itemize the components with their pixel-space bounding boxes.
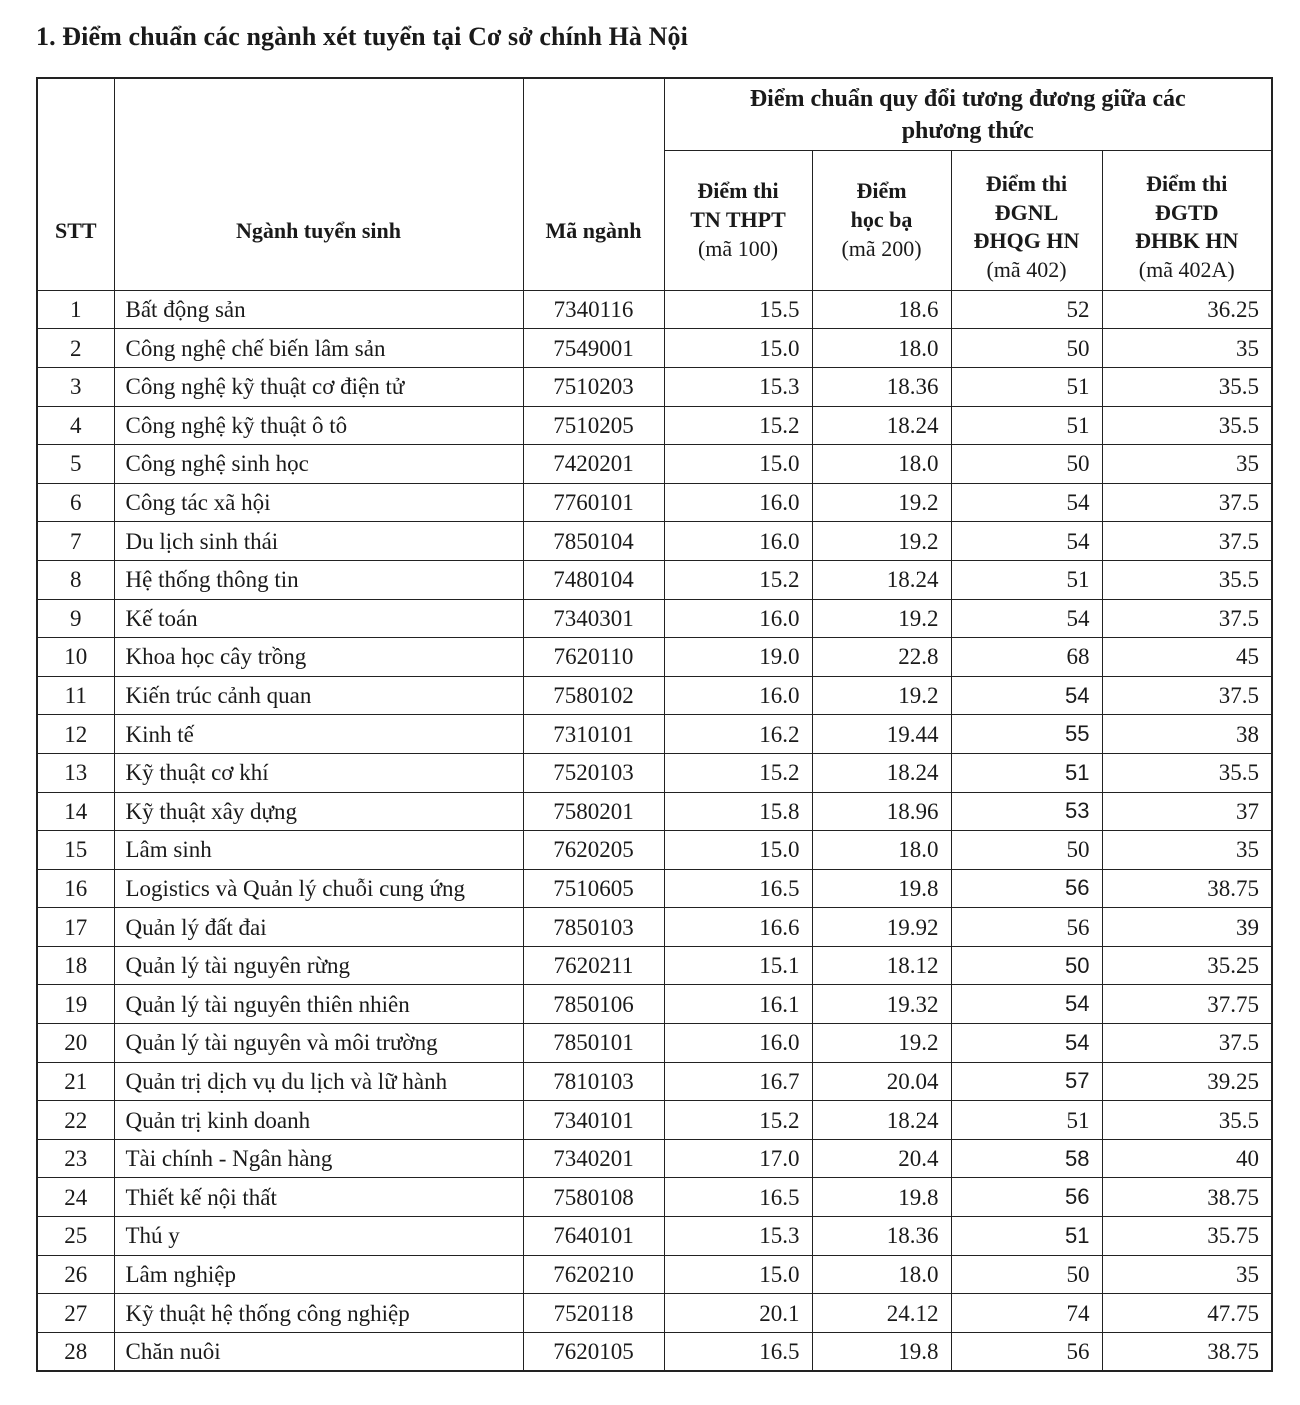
cell-score-dgnl: 56 [951, 908, 1102, 947]
cell-score-dgtd: 35.25 [1102, 946, 1272, 985]
cell-major-name: Bất động sản [114, 290, 523, 329]
cell-score-dgnl: 57 [951, 1062, 1102, 1101]
cell-stt: 8 [37, 560, 114, 599]
cell-score-dgtd: 39 [1102, 908, 1272, 947]
cell-stt: 17 [37, 908, 114, 947]
header-dgtd-line2: ĐGTD [1154, 199, 1219, 225]
cell-score-dgnl: 51 [951, 367, 1102, 406]
cell-score-thpt: 19.0 [664, 638, 812, 677]
cell-major-name: Kỹ thuật cơ khí [114, 753, 523, 792]
cell-score-hocba: 18.24 [812, 560, 951, 599]
cell-major-name: Quản trị dịch vụ du lịch và lữ hành [114, 1062, 523, 1101]
table-row [37, 329, 1272, 368]
cell-stt: 2 [37, 329, 114, 368]
cell-stt: 22 [37, 1101, 114, 1140]
header-score-group [664, 78, 1272, 150]
header-thpt-code: (mã 100) [697, 235, 779, 261]
cell-score-dgnl: 58 [951, 1139, 1102, 1178]
cell-stt: 27 [37, 1294, 114, 1333]
cell-score-dgtd: 35.5 [1102, 753, 1272, 792]
table-row [37, 638, 1272, 677]
table-row [37, 1255, 1272, 1294]
cell-score-hocba: 19.2 [812, 1024, 951, 1063]
cell-score-dgnl: 56 [951, 1332, 1102, 1371]
cell-score-dgnl: 51 [951, 753, 1102, 792]
cell-score-thpt: 16.2 [664, 715, 812, 754]
header-dgnl-line1: Điểm thi [985, 171, 1068, 197]
cell-stt: 25 [37, 1217, 114, 1256]
cell-score-hocba: 18.36 [812, 1217, 951, 1256]
cell-score-thpt: 16.0 [664, 1024, 812, 1063]
cell-score-dgnl: 50 [951, 329, 1102, 368]
cell-score-dgnl: 54 [951, 483, 1102, 522]
cell-major-code: 7580201 [523, 792, 664, 831]
table-row [37, 1024, 1272, 1063]
cell-score-thpt: 15.0 [664, 1255, 812, 1294]
cell-major-code: 7850103 [523, 908, 664, 947]
cell-score-dgtd: 37.5 [1102, 599, 1272, 638]
cell-score-hocba: 19.8 [812, 1332, 951, 1371]
cell-score-dgtd: 36.25 [1102, 290, 1272, 329]
cell-score-dgtd: 35 [1102, 445, 1272, 484]
cell-score-thpt: 16.0 [664, 676, 812, 715]
cell-score-hocba: 20.04 [812, 1062, 951, 1101]
cell-stt: 13 [37, 753, 114, 792]
header-hocba-code: (mã 200) [841, 235, 922, 261]
table-row [37, 560, 1272, 599]
cell-score-dgtd: 38.75 [1102, 1332, 1272, 1371]
cell-score-thpt: 15.1 [664, 946, 812, 985]
cell-major-name: Công nghệ kỹ thuật ô tô [114, 406, 523, 445]
cell-score-thpt: 15.0 [664, 445, 812, 484]
header-major-name: Ngành tuyển sinh [114, 78, 523, 290]
table-header [37, 78, 1272, 290]
cell-score-dgnl: 50 [951, 946, 1102, 985]
table-row [37, 869, 1272, 908]
cell-score-dgtd: 38.75 [1102, 869, 1272, 908]
admission-scores-table [36, 77, 1273, 1372]
cell-major-name: Quản lý đất đai [114, 908, 523, 947]
cell-major-name: Quản trị kinh doanh [114, 1101, 523, 1140]
cell-score-hocba: 19.8 [812, 869, 951, 908]
cell-score-dgnl: 50 [951, 831, 1102, 870]
table-row [37, 908, 1272, 947]
cell-score-thpt: 17.0 [664, 1139, 812, 1178]
cell-major-code: 7640101 [523, 1217, 664, 1256]
page-title: 1. Điểm chuẩn các ngành xét tuyển tại Cơ sở chính Hà Nội [36, 22, 688, 51]
cell-score-hocba: 19.32 [812, 985, 951, 1024]
cell-score-hocba: 18.12 [812, 946, 951, 985]
cell-stt: 11 [37, 676, 114, 715]
cell-score-dgtd: 35 [1102, 329, 1272, 368]
header-major-code: Mã ngành [523, 78, 664, 290]
cell-score-dgtd: 35.5 [1102, 367, 1272, 406]
cell-stt: 16 [37, 869, 114, 908]
table-row [37, 599, 1272, 638]
header-hocba [812, 150, 951, 290]
cell-score-hocba: 22.8 [812, 638, 951, 677]
cell-major-code: 7620210 [523, 1255, 664, 1294]
header-score-group-line1: Điểm chuẩn quy đổi tương đương giữa các [749, 86, 1186, 112]
cell-score-dgtd: 38 [1102, 715, 1272, 754]
cell-score-thpt: 16.7 [664, 1062, 812, 1101]
cell-score-dgnl: 54 [951, 522, 1102, 561]
cell-major-code: 7510605 [523, 869, 664, 908]
table-row [37, 831, 1272, 870]
cell-major-code: 7850101 [523, 1024, 664, 1063]
header-hocba-line2: học bạ [850, 206, 913, 232]
table-row [37, 367, 1272, 406]
cell-major-code: 7760101 [523, 483, 664, 522]
cell-score-dgnl: 51 [951, 1101, 1102, 1140]
cell-stt: 10 [37, 638, 114, 677]
cell-score-dgtd: 37.5 [1102, 522, 1272, 561]
cell-score-hocba: 19.44 [812, 715, 951, 754]
cell-score-thpt: 15.0 [664, 329, 812, 368]
cell-score-thpt: 15.0 [664, 831, 812, 870]
cell-score-dgnl: 54 [951, 985, 1102, 1024]
cell-score-thpt: 15.5 [664, 290, 812, 329]
cell-score-hocba: 20.4 [812, 1139, 951, 1178]
cell-major-code: 7580108 [523, 1178, 664, 1217]
cell-score-dgtd: 35 [1102, 1255, 1272, 1294]
cell-score-hocba: 18.96 [812, 792, 951, 831]
cell-major-name: Lâm nghiệp [114, 1255, 523, 1294]
cell-major-code: 7549001 [523, 329, 664, 368]
header-dgnl [951, 150, 1102, 290]
header-dgnl-line3: ĐHQG HN [973, 228, 1080, 254]
cell-stt: 7 [37, 522, 114, 561]
cell-score-thpt: 15.2 [664, 753, 812, 792]
cell-stt: 1 [37, 290, 114, 329]
cell-stt: 15 [37, 831, 114, 870]
cell-score-thpt: 15.2 [664, 560, 812, 599]
cell-major-code: 7620205 [523, 831, 664, 870]
header-dgnl-code: (mã 402) [986, 256, 1067, 282]
table-row [37, 445, 1272, 484]
cell-major-name: Quản lý tài nguyên và môi trường [114, 1024, 523, 1063]
cell-major-name: Hệ thống thông tin [114, 560, 523, 599]
cell-major-name: Kỹ thuật hệ thống công nghiệp [114, 1294, 523, 1333]
cell-major-code: 7620105 [523, 1332, 664, 1371]
cell-major-code: 7620110 [523, 638, 664, 677]
header-stt: STT [37, 78, 114, 290]
cell-stt: 18 [37, 946, 114, 985]
cell-score-hocba: 18.0 [812, 445, 951, 484]
cell-score-dgtd: 40 [1102, 1139, 1272, 1178]
cell-major-name: Quản lý tài nguyên rừng [114, 946, 523, 985]
cell-score-hocba: 18.24 [812, 753, 951, 792]
cell-score-dgtd: 35.5 [1102, 560, 1272, 599]
cell-major-code: 7420201 [523, 445, 664, 484]
cell-score-dgtd: 37.5 [1102, 483, 1272, 522]
cell-stt: 6 [37, 483, 114, 522]
table-row [37, 676, 1272, 715]
cell-major-name: Khoa học cây trồng [114, 638, 523, 677]
cell-stt: 20 [37, 1024, 114, 1063]
cell-major-code: 7620211 [523, 946, 664, 985]
cell-stt: 14 [37, 792, 114, 831]
cell-score-hocba: 19.2 [812, 676, 951, 715]
header-score-group-line2: phương thức [901, 118, 1034, 145]
cell-major-name: Công tác xã hội [114, 483, 523, 522]
cell-score-thpt: 16.5 [664, 1332, 812, 1371]
header-dgtd-code: (mã 402A) [1138, 256, 1235, 282]
cell-score-dgnl: 51 [951, 406, 1102, 445]
cell-major-code: 7340116 [523, 290, 664, 329]
table-body [37, 290, 1272, 1371]
cell-score-dgtd: 39.25 [1102, 1062, 1272, 1101]
header-dgnl-line2: ĐGNL [994, 199, 1059, 225]
cell-major-code: 7580102 [523, 676, 664, 715]
cell-major-name: Tài chính - Ngân hàng [114, 1139, 523, 1178]
cell-major-code: 7340201 [523, 1139, 664, 1178]
cell-score-dgnl: 51 [951, 1217, 1102, 1256]
header-thpt [664, 150, 812, 290]
table-row [37, 946, 1272, 985]
cell-major-code: 7520103 [523, 753, 664, 792]
cell-major-name: Kiến trúc cảnh quan [114, 676, 523, 715]
cell-major-name: Thiết kế nội thất [114, 1178, 523, 1217]
cell-score-thpt: 20.1 [664, 1294, 812, 1333]
cell-score-dgnl: 55 [951, 715, 1102, 754]
cell-score-thpt: 15.3 [664, 1217, 812, 1256]
table-row [37, 406, 1272, 445]
cell-score-hocba: 18.24 [812, 1101, 951, 1140]
cell-stt: 19 [37, 985, 114, 1024]
cell-major-name: Lâm sinh [114, 831, 523, 870]
table-row [37, 290, 1272, 329]
cell-score-dgnl: 54 [951, 1024, 1102, 1063]
cell-major-code: 7520118 [523, 1294, 664, 1333]
cell-score-dgnl: 51 [951, 560, 1102, 599]
cell-stt: 3 [37, 367, 114, 406]
cell-major-name: Du lịch sinh thái [114, 522, 523, 561]
header-dgtd-line1: Điểm thi [1146, 171, 1228, 197]
header-thpt-line2: TN THPT [690, 206, 786, 232]
table-row [37, 522, 1272, 561]
cell-score-hocba: 19.2 [812, 522, 951, 561]
cell-score-dgtd: 45 [1102, 638, 1272, 677]
header-dgtd-line3: ĐHBK HN [1135, 228, 1239, 254]
cell-score-hocba: 18.6 [812, 290, 951, 329]
table-row [37, 1062, 1272, 1101]
cell-score-hocba: 19.92 [812, 908, 951, 947]
cell-score-dgnl: 50 [951, 1255, 1102, 1294]
header-hocba-line1: Điểm [856, 178, 907, 204]
header-thpt-line1: Điểm thi [697, 178, 779, 204]
cell-score-dgtd: 35.5 [1102, 406, 1272, 445]
cell-score-hocba: 18.0 [812, 329, 951, 368]
table-row [37, 483, 1272, 522]
cell-score-thpt: 16.0 [664, 483, 812, 522]
cell-score-dgtd: 37.75 [1102, 985, 1272, 1024]
cell-major-name: Kinh tế [114, 715, 523, 754]
table-row [37, 1332, 1272, 1371]
cell-score-dgtd: 35.5 [1102, 1101, 1272, 1140]
cell-score-hocba: 18.0 [812, 1255, 951, 1294]
cell-major-code: 7850104 [523, 522, 664, 561]
cell-score-hocba: 19.2 [812, 483, 951, 522]
cell-major-code: 7510203 [523, 367, 664, 406]
table-row [37, 1178, 1272, 1217]
cell-score-thpt: 15.2 [664, 1101, 812, 1140]
table-row [37, 985, 1272, 1024]
cell-major-name: Thú y [114, 1217, 523, 1256]
cell-score-thpt: 16.0 [664, 522, 812, 561]
cell-stt: 9 [37, 599, 114, 638]
cell-major-code: 7810103 [523, 1062, 664, 1101]
cell-score-dgnl: 68 [951, 638, 1102, 677]
cell-score-hocba: 19.2 [812, 599, 951, 638]
cell-score-dgnl: 53 [951, 792, 1102, 831]
table-row [37, 715, 1272, 754]
cell-score-dgtd: 35.75 [1102, 1217, 1272, 1256]
cell-score-dgnl: 54 [951, 599, 1102, 638]
cell-stt: 23 [37, 1139, 114, 1178]
cell-major-code: 7480104 [523, 560, 664, 599]
cell-stt: 12 [37, 715, 114, 754]
cell-score-thpt: 15.3 [664, 367, 812, 406]
table-row [37, 792, 1272, 831]
cell-score-hocba: 24.12 [812, 1294, 951, 1333]
cell-major-name: Quản lý tài nguyên thiên nhiên [114, 985, 523, 1024]
cell-score-dgtd: 37.5 [1102, 676, 1272, 715]
cell-major-code: 7850106 [523, 985, 664, 1024]
cell-score-hocba: 18.36 [812, 367, 951, 406]
cell-stt: 28 [37, 1332, 114, 1371]
cell-stt: 24 [37, 1178, 114, 1217]
cell-major-name: Công nghệ kỹ thuật cơ điện tử [114, 367, 523, 406]
cell-major-name: Chăn nuôi [114, 1332, 523, 1371]
cell-score-thpt: 15.8 [664, 792, 812, 831]
cell-score-thpt: 16.1 [664, 985, 812, 1024]
cell-stt: 26 [37, 1255, 114, 1294]
table-row [37, 1294, 1272, 1333]
cell-score-dgnl: 56 [951, 1178, 1102, 1217]
cell-major-name: Logistics và Quản lý chuỗi cung ứng [114, 869, 523, 908]
cell-score-hocba: 18.0 [812, 831, 951, 870]
cell-score-dgtd: 37.5 [1102, 1024, 1272, 1063]
cell-major-code: 7340301 [523, 599, 664, 638]
cell-score-dgtd: 47.75 [1102, 1294, 1272, 1333]
cell-stt: 5 [37, 445, 114, 484]
cell-score-dgnl: 52 [951, 290, 1102, 329]
cell-score-hocba: 18.24 [812, 406, 951, 445]
cell-major-code: 7340101 [523, 1101, 664, 1140]
cell-stt: 21 [37, 1062, 114, 1101]
cell-score-dgtd: 37 [1102, 792, 1272, 831]
header-dgtd [1102, 150, 1272, 290]
cell-major-name: Công nghệ sinh học [114, 445, 523, 484]
cell-major-name: Kỹ thuật xây dựng [114, 792, 523, 831]
cell-score-thpt: 16.0 [664, 599, 812, 638]
cell-score-thpt: 16.5 [664, 1178, 812, 1217]
cell-score-thpt: 16.5 [664, 869, 812, 908]
cell-score-thpt: 15.2 [664, 406, 812, 445]
cell-stt: 4 [37, 406, 114, 445]
table-row [37, 753, 1272, 792]
cell-score-thpt: 16.6 [664, 908, 812, 947]
cell-major-name: Kế toán [114, 599, 523, 638]
cell-score-dgtd: 35 [1102, 831, 1272, 870]
table-row [37, 1217, 1272, 1256]
cell-major-code: 7310101 [523, 715, 664, 754]
cell-score-dgnl: 54 [951, 676, 1102, 715]
table-row [37, 1101, 1272, 1140]
cell-major-name: Công nghệ chế biến lâm sản [114, 329, 523, 368]
table-row [37, 1139, 1272, 1178]
cell-score-dgtd: 38.75 [1102, 1178, 1272, 1217]
cell-score-dgnl: 74 [951, 1294, 1102, 1333]
cell-score-dgnl: 50 [951, 445, 1102, 484]
cell-score-dgnl: 56 [951, 869, 1102, 908]
cell-major-code: 7510205 [523, 406, 664, 445]
cell-score-hocba: 19.8 [812, 1178, 951, 1217]
